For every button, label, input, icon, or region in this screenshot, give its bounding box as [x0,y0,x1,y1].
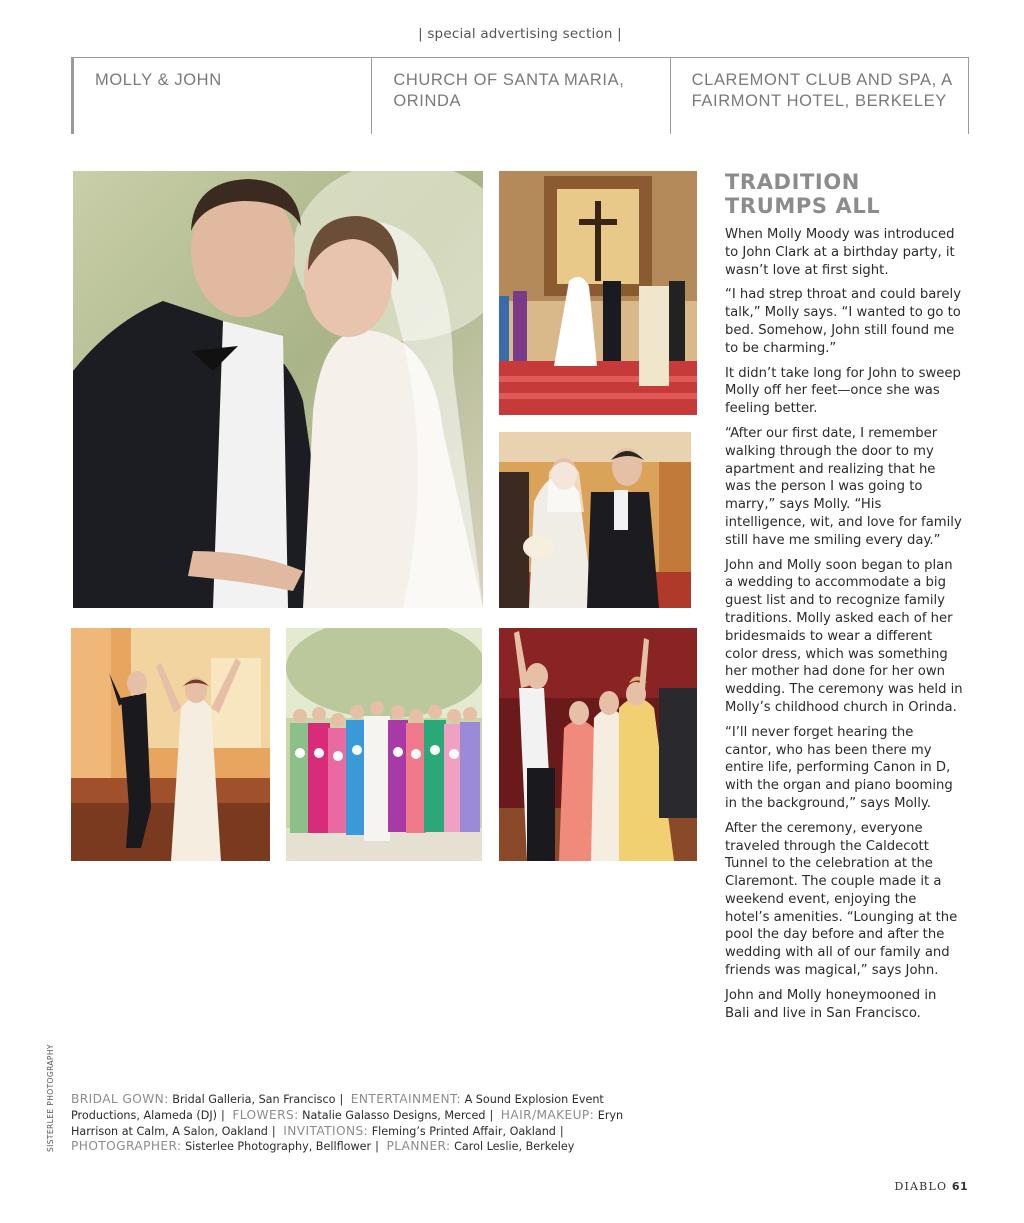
article-paragraph: It didn’t take long for John to sweep Molly off her feet—once she was feeling better. [725,365,961,417]
article-paragraph: After the ceremony, everyone traveled through the Caldecott Tunnel to the celebration at the Claremont. The couple made it a weekend event, enjoying the hotel’s amenities. “Lounging at the pool the day before and after the wedding with all of our family and friends was magical,” says John. [725,820,958,979]
header-ceremony-venue: CHURCH OF SANTA MARIA, ORINDA [371,58,669,134]
article-headline: TRADITION TRUMPS ALL [725,170,881,218]
vendor-credits: BRIDAL GOWN: Bridal Galleria, San Francisco | ENTERTAINMENT: A Sound Explosion Event Productions, Alameda (DJ) | FLOWERS: Natalie Galasso Designs, Merced | HAIR/MAKEUP: Eryn Harrison at Calm, A Salon, Oakland | INVITATIONS: Fleming’s Printed Affair, Oakland | PHOTOGRAPHER: Sisterlee Photography, Bellflower | PLANNER: Carol Leslie, Berkeley [71,1092,624,1154]
header-reception-venue: CLAREMONT CLUB AND SPA, A FAIRMONT HOTEL, BERKELEY [670,58,969,134]
section-label: | special advertising section | [418,26,622,42]
credit-label: HAIR/MAKEUP: [500,1107,595,1122]
photo-recessional [499,432,691,608]
credit-label: BRIDAL GOWN: [71,1092,169,1106]
credit-value: Fleming’s Printed Affair, Oakland [371,1124,556,1138]
credit-label: PHOTOGRAPHER: [71,1139,182,1154]
credit-label: ENTERTAINMENT: [350,1092,462,1106]
header-bar [71,57,969,134]
header-couple: MOLLY & JOHN [71,58,371,134]
credit-value: Carol Leslie, Berkeley [454,1140,575,1154]
photo-couple-portrait [73,171,483,608]
publication-name: DIABLO [894,1180,948,1193]
credit-value: Sisterlee Photography, Bellflower [185,1140,372,1154]
article-paragraph: John and Molly honeymooned in Bali and live in San Francisco. [725,987,937,1021]
article [725,170,963,1029]
page-number: 61 [951,1180,968,1193]
credit-label: FLOWERS: [232,1107,299,1122]
credit-value: Natalie Galasso Designs, Merced [302,1108,486,1122]
photo-reception-party [499,628,697,861]
credit-label: INVITATIONS: [283,1123,369,1138]
photo-bridesmaids [286,628,482,861]
credit-value: A Sound Explosion Event Productions, Alameda (DJ) [71,1093,604,1122]
page-folio [880,1180,968,1193]
photo-church-ceremony [499,171,697,415]
photo-first-dance [71,628,270,861]
photo-credit: SISTERLEE PHOTOGRAPHY [46,1044,55,1152]
article-paragraph: When Molly Moody was introduced to John Clark at a birthday party, it wasn’t love at first sight. [725,227,955,278]
article-paragraph: “After our first date, I remember walking through the door to my apartment and realizing that he was the person I was going to marry,” says Molly. “His intelligence, wit, and love for family still have me smiling every day.” [725,425,962,548]
credit-label: PLANNER: [386,1139,451,1154]
credit-value: Bridal Galleria, San Francisco [172,1093,336,1106]
article-paragraph: “I had strep throat and could barely talk,” Molly says. “I wanted to go to bed. Somehow, John still found me to be charming.” [725,287,962,356]
article-paragraph: “I’ll never forget hearing the cantor, who has been there my entire life, performing Canon in D, with the organ and piano booming in the background,” says Molly. [725,724,953,811]
credit-value: Eryn Harrison at Calm, A Salon, Oakland [71,1108,624,1138]
article-paragraph: John and Molly soon began to plan a wedding to accommodate a big guest list and to recognize family traditions. Molly asked each of her bridesmaids to wear a different color dress, which was something her mother had done for her own wedding. The ceremony was held in Molly’s childhood church in Orinda. [725,557,963,715]
